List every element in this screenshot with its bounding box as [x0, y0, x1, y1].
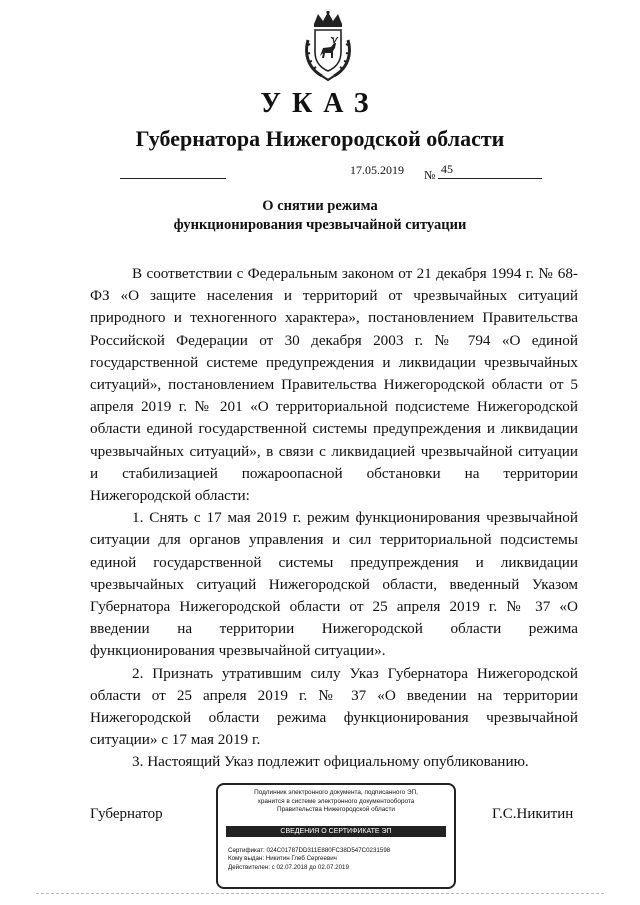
document-number: 45	[441, 162, 453, 176]
stamp-certificate-header: СВЕДЕНИЯ О СЕРТИФИКАТЕ ЭП	[226, 826, 446, 837]
paragraph-item-3: 3. Настоящий Указ подлежит официальному опубликованию.	[132, 753, 529, 771]
paragraph-preamble: В соответствии с Федеральным законом от 21 декабря 1994 г. № 68-ФЗ «О защите населения и территорий от чрезвычайных ситуаций природного и техногенного характера», постановлением Правительства Российской Федерации от 30 декабря 2003 г. № 794 «О единой государственной системе предупреждения и ликвидации чрезвычайных ситуаций», постановлением Правительства Нижегородской области от 5 апреля 2019 г. № 201 «О территориальной подсистеме Нижегородской области единой государственной системы предупреждения и ликвидации чрезвычайных ситуаций», в связи с ликвидацией чрезвычайной ситуации и стабилизацией пожароопасной обстановки на территории Нижегородской области:	[90, 265, 578, 505]
document-type-title: УКАЗ	[260, 88, 380, 119]
issuer-subtitle: Губернатора Нижегородской области	[135, 126, 505, 151]
electronic-signature-stamp	[216, 783, 456, 889]
scan-edge-artifact	[36, 893, 604, 894]
subject-line-1: О снятии режима	[262, 198, 378, 214]
stamp-certificate-id: Сертификат: 024C01787DD311E880FC38D547C0231598	[228, 847, 391, 854]
number-underline	[438, 178, 542, 179]
stamp-issued-to: Кому выдан: Никитин Глеб Сергеевич	[228, 855, 337, 863]
stamp-notice-line-1: Подлинник электронного документа, подписанного ЭП,	[254, 789, 418, 796]
stamp-certificate-details	[228, 847, 448, 872]
paragraph-item-1: 1. Снять с 17 мая 2019 г. режим функционирования чрезвычайной ситуации для органов управления и сил территориальной подсистемы единой государственной системы предупреждения и ликвидации чрезвычайных ситуаций Нижегородской области, введенный Указом Губернатора Нижегородской области от 25 апреля 2019 г. № 37 «О введении на территории Нижегородской области режима функционирования чрезвычайной ситуации».	[90, 509, 578, 660]
date-underline-left	[120, 178, 226, 179]
stamp-notice	[226, 789, 446, 815]
signatory-name: Г.С.Никитин	[492, 806, 574, 822]
subject-line-2: функционирования чрезвычайной ситуации	[173, 217, 467, 233]
number-label: №	[424, 168, 436, 182]
stamp-validity: Действителен: с 02.07.2018 до 02.07.2019	[228, 863, 349, 871]
document-body	[90, 263, 578, 774]
coat-of-arms-emblem	[300, 10, 356, 82]
stamp-notice-line-3: Правительства Нижегородской области	[276, 806, 396, 813]
document-subject	[0, 197, 640, 235]
document-date: 17.05.2019	[350, 163, 404, 177]
stamp-notice-line-2: хранится в системе электронного документооборота	[257, 797, 415, 805]
signatory-position: Губернатор	[90, 806, 163, 822]
paragraph-item-2: 2. Признать утратившим силу Указ Губернатора Нижегородской области от 25 апреля 2019 г. № 37 «О введении на территории Нижегородской области режима функционирования чрезвычайной ситуации» с 17 мая 2019 г.	[90, 664, 578, 749]
